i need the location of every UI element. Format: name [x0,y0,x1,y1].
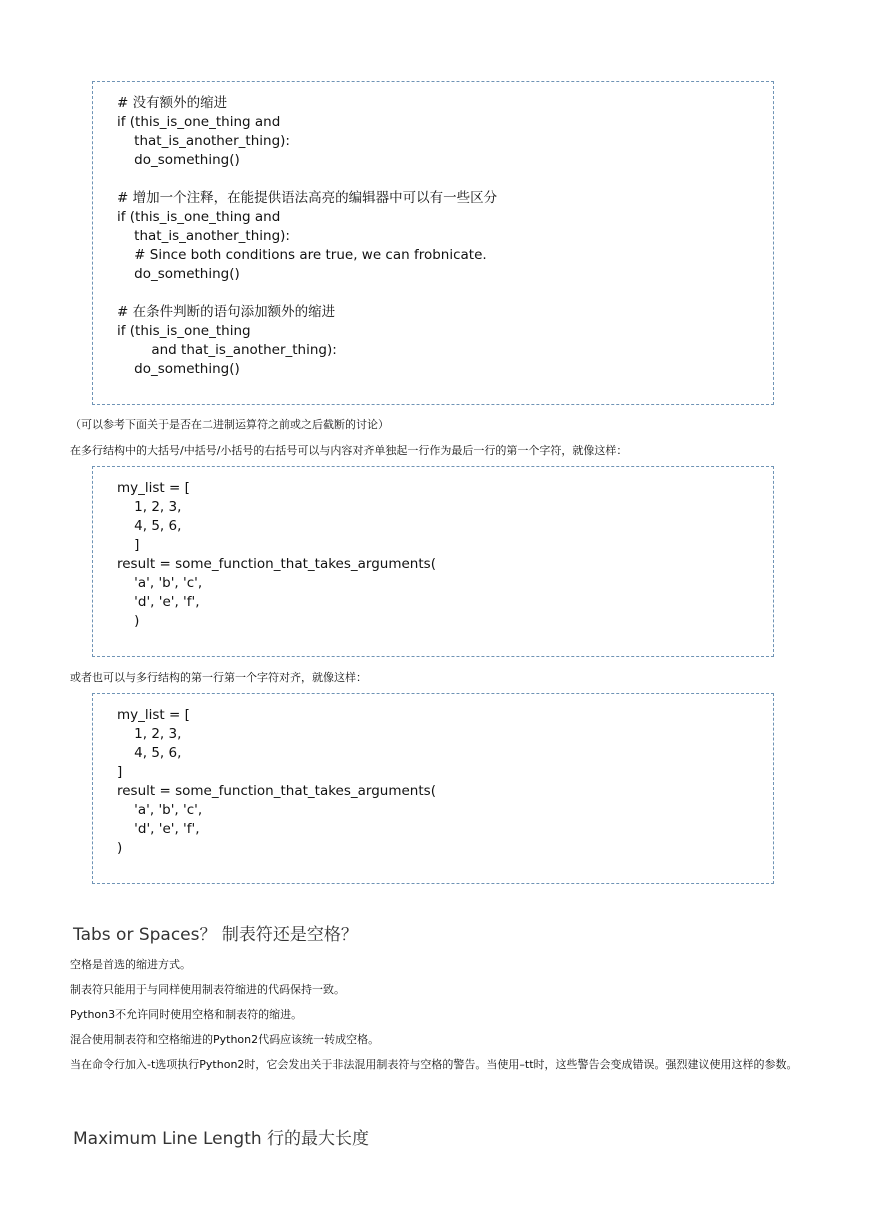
code-line: my_list = [ [117,480,190,496]
code-line: 1, 2, 3, [117,499,182,515]
code-line [117,284,773,303]
note-binary-operator: （可以参考下面关于是否在二进制运算符之前或之后截断的讨论） [70,418,389,431]
paragraph: 空格是首选的缩进方式。 [70,958,191,971]
code-line: 1, 2, 3, [117,726,182,742]
code-line: result = some_function_that_takes_arguments( [117,783,436,799]
code-block-indentation [92,81,774,405]
code-line: and that_is_another_thing): [117,342,337,358]
code-line: 4, 5, 6, [117,745,182,761]
code-line: that_is_another_thing): [117,133,290,149]
code-line: do_something() [117,152,240,168]
code-line: if (this_is_one_thing [117,323,251,339]
code-line: ) [117,613,140,629]
code-line: if (this_is_one_thing and [117,209,281,225]
note-closing-bracket-indented: 在多行结构中的大括号/中括号/小括号的右括号可以与内容对齐单独起一行作为最后一行的第一个字符，就像这样： [70,444,628,457]
paragraph: 当在命令行加入-t选项执行Python2时，它会发出关于非法混用制表符与空格的警告。当使用–tt时，这些警告会变成错误。强烈建议使用这样的参数。 [70,1058,798,1071]
code-block-closing-indented [92,466,774,657]
heading-max-line-length: Maximum Line Length 行的最大长度 [73,1129,370,1149]
heading-tabs-or-spaces: Tabs or Spaces？ 制表符还是空格？ [73,925,358,945]
code-line: ] [117,764,123,780]
code-line: # 增加一个注释，在能提供语法高亮的编辑器中可以有一些区分 [117,190,498,206]
code-line: if (this_is_one_thing and [117,114,281,130]
note-closing-bracket-aligned: 或者也可以与多行结构的第一行第一个字符对齐，就像这样： [70,671,367,684]
code-line: ] [117,537,140,553]
code-line: do_something() [117,361,240,377]
code-line: my_list = [ [117,707,190,723]
code-line: result = some_function_that_takes_arguments( [117,556,436,572]
code-line: # 在条件判断的语句添加额外的缩进 [117,304,336,320]
code-line: 'd', 'e', 'f', [117,594,200,610]
code-line [117,170,773,189]
code-line: 'a', 'b', 'c', [117,802,203,818]
code-line: ) [117,840,123,856]
code-line: do_something() [117,266,240,282]
paragraph: Python3不允许同时使用空格和制表符的缩进。 [70,1008,303,1021]
paragraph: 混合使用制表符和空格缩进的Python2代码应该统一转成空格。 [70,1033,380,1046]
code-line: 'a', 'b', 'c', [117,575,203,591]
code-line: 'd', 'e', 'f', [117,821,200,837]
code-line: # 没有额外的缩进 [117,95,228,111]
code-block-closing-aligned [92,693,774,884]
code-line: that_is_another_thing): [117,228,290,244]
code-line: # Since both conditions are true, we can frobnicate. [117,247,487,263]
code-line: 4, 5, 6, [117,518,182,534]
paragraph: 制表符只能用于与同样使用制表符缩进的代码保持一致。 [70,983,345,996]
